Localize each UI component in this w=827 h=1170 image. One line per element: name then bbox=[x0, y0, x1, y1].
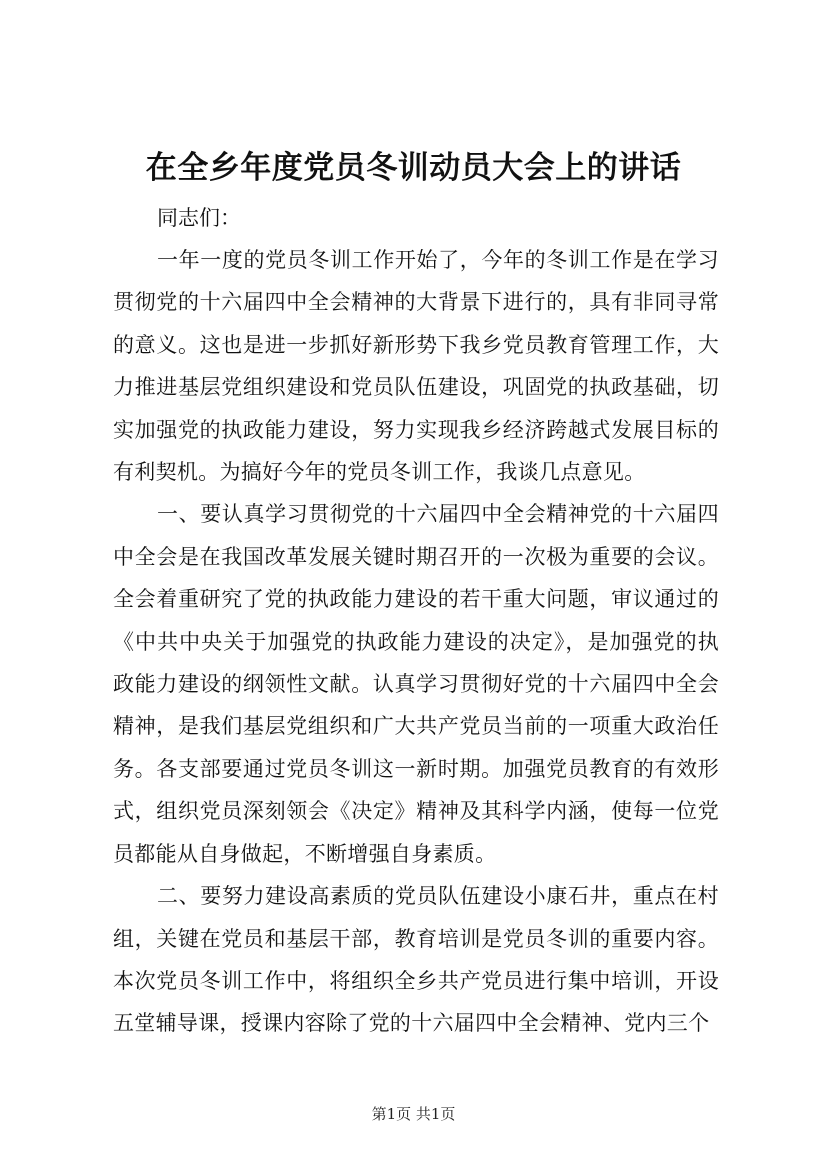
page-footer: 第1页 共1页 bbox=[371, 1105, 456, 1123]
paragraph-point-two: 二、要努力建设高素质的党员队伍建设小康石井，重点在村组，关键在党员和基层干部，教育培训是党员冬训的重要内容。本次党员冬训工作中，将组织全乡共产党员进行集中培训，开设五堂辅导课，授课内容除了党的十六届四中全会精神、党内三个 bbox=[113, 884, 719, 1036]
document-body bbox=[113, 197, 719, 1045]
document-title: 在全乡年度党员冬训动员大会上的讲话 bbox=[145, 150, 682, 186]
salutation: 同志们： bbox=[157, 206, 241, 230]
paragraph-intro: 一年一度的党员冬训工作开始了，今年的冬训工作是在学习贯彻党的十六届四中全会精神的大背景下进行的，具有非同寻常的意义。这也是进一步抓好新形势下我乡党员教育管理工作，大力推进基层党组织建设和党员队伍建设，巩固党的执政基础，切实加强党的执政能力建设，努力实现我乡经济跨越式发展目标的有利契机。为搞好今年的党员冬训工作，我谈几点意见。 bbox=[113, 248, 719, 485]
paragraph-point-one: 一、要认真学习贯彻党的十六届四中全会精神党的十六届四中全会是在我国改革发展关键时期召开的一次极为重要的会议。全会着重研究了党的执政能力建设的若干重大问题，审议通过的《中共中央关于加强党的执政能力建设的决定》，是加强党的执政能力建设的纲领性文献。认真学习贯彻好党的十六届四中全会精神，是我们基层党组织和广大共产党员当前的一项重大政治任务。各支部要通过党员冬训这一新时期。加强党员教育的有效形式，组织党员深刻领会《决定》精神及其科学内涵，使每一位党员都能从自身做起，不断增强自身素质。 bbox=[113, 502, 719, 866]
